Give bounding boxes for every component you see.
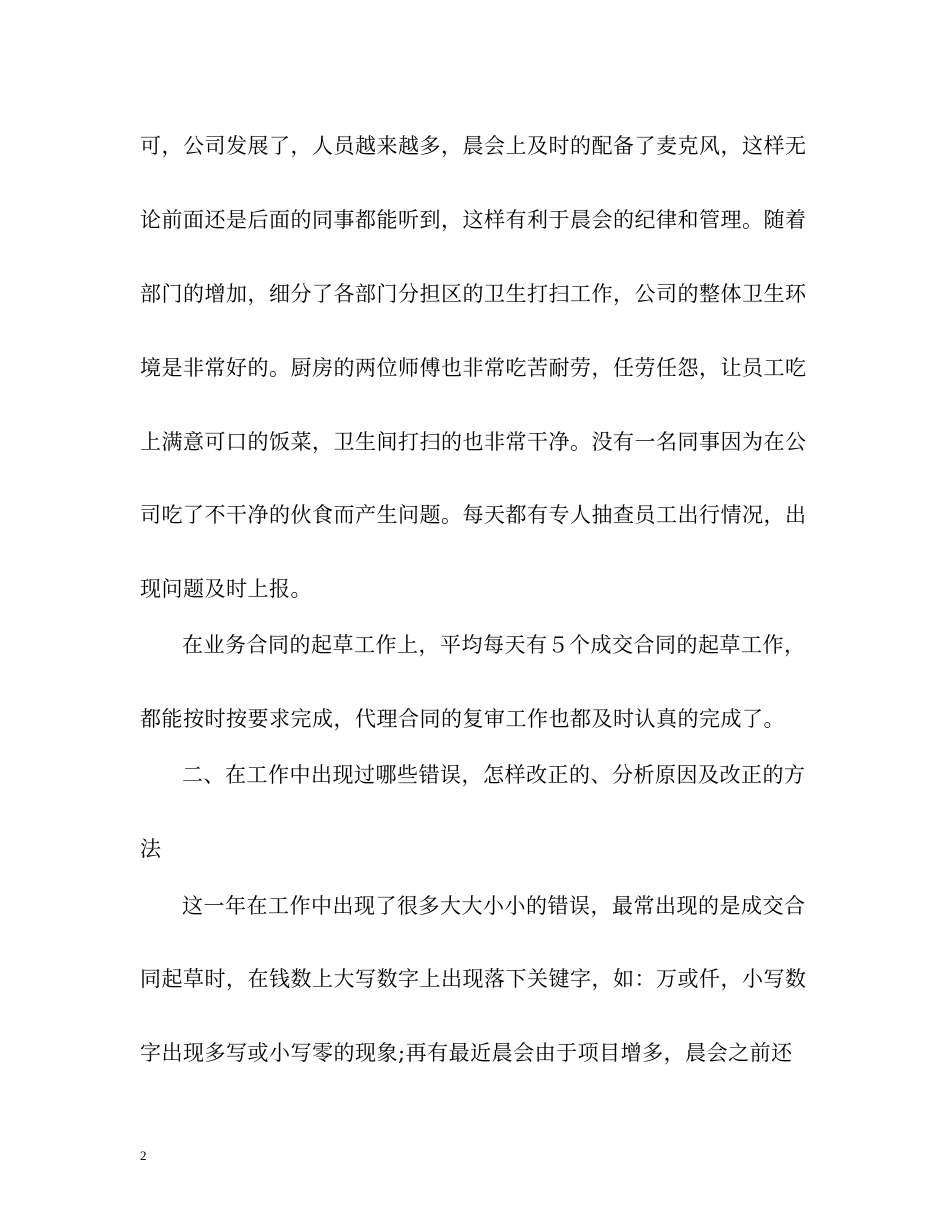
text-line: 现问题及时上报。 bbox=[140, 577, 312, 601]
text-line: 可，公司发展了，人员越来越多，晨会上及时的配备了麦克风，这样无 bbox=[140, 134, 807, 158]
text-line: 境是非常好的。厨房的两位师傅也非常吃苦耐劳，任劳任怨，让员工吃 bbox=[140, 356, 807, 380]
page-number: 2 bbox=[140, 1148, 147, 1163]
text-line: 部门的增加，细分了各部门分担区的卫生打扫工作，公司的整体卫生环 bbox=[140, 282, 807, 306]
paragraph-first-line: 这一年在工作中出现了很多大大小小的错误，最常出现的是成交合 bbox=[182, 894, 806, 918]
text-line: 都能按时按要求完成，代理合同的复审工作也都及时认真的完成了。 bbox=[140, 707, 785, 731]
text-line: 上满意可口的饭菜，卫生间打扫的也非常干净。没有一名同事因为在公 bbox=[140, 430, 807, 454]
text-line: 论前面还是后面的同事都能听到，这样有利于晨会的纪律和管理。随着 bbox=[140, 208, 807, 232]
text-line: 同起草时，在钱数上大写数字上出现落下关键字，如：万或仟，小写数 bbox=[140, 967, 807, 991]
text-line: 字出现多写或小写零的现象;再有最近晨会由于项目增多，晨会之前还 bbox=[140, 1041, 793, 1065]
section-heading-line: 二、在工作中出现过哪些错误，怎样改正的、分析原因及改正的方 bbox=[182, 763, 806, 787]
text-line: 司吃了不干净的伙食而产生问题。每天都有专人抽查员工出行情况，出 bbox=[140, 503, 807, 527]
paragraph-first-line: 在业务合同的起草工作上，平均每天有５个成交合同的起草工作， bbox=[182, 633, 806, 657]
section-heading-line: 法 bbox=[140, 837, 162, 861]
